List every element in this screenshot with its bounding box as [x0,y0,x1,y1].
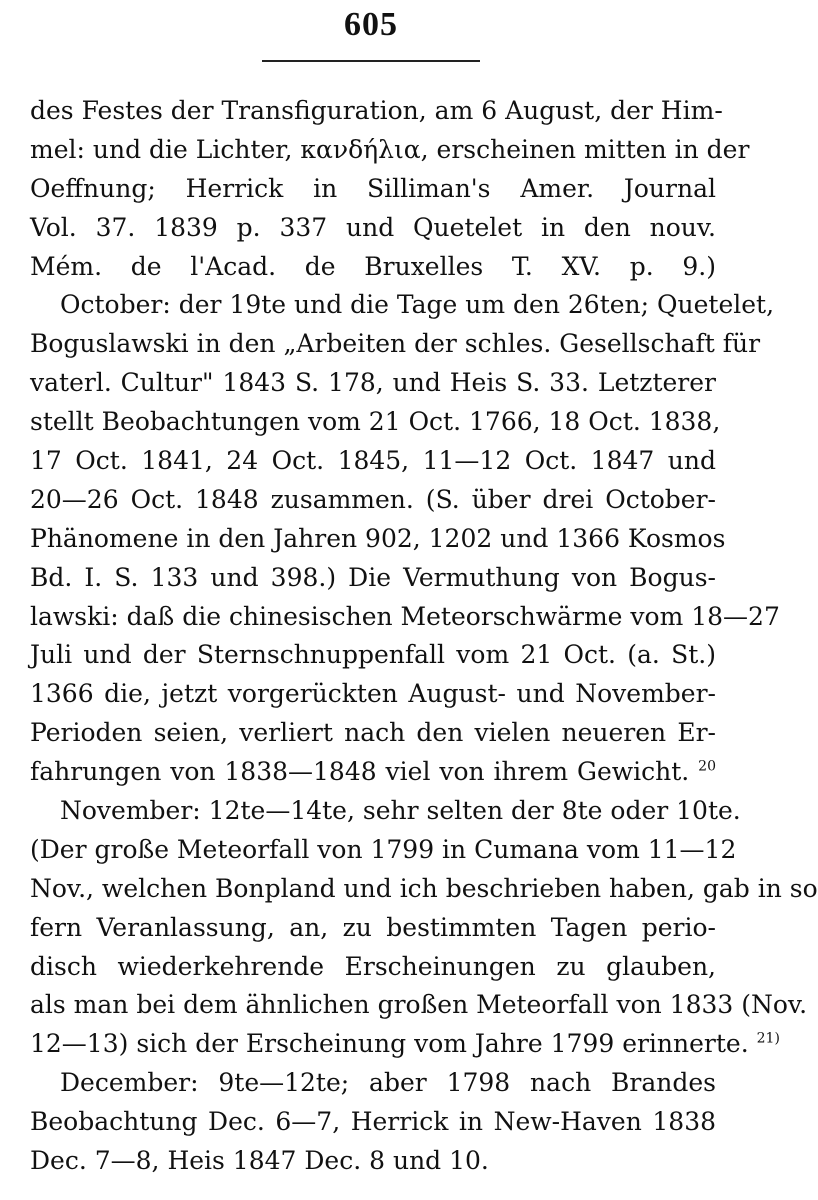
text-line-content: disch wiederkehrende Erscheinungen zu glauben, [30,951,716,981]
text-line [30,131,750,170]
text-line [30,714,716,753]
footnote-marker: 21) [756,1031,780,1048]
text-line [30,870,818,909]
text-line-content: 17 Oct. 1841, 24 Oct. 1845, 11—12 Oct. 1847 und [30,446,716,476]
text-line-content: October: der 19te und die Tage um den 26ten; Quetelet, [60,290,775,320]
text-line-content: Nov., welchen Bonpland und ich beschrieben haben, gab in so [30,873,818,903]
text-line-content: stellt Beobachtungen vom 21 Oct. 1766, 18 Oct. 1838, [30,407,721,437]
text-line [30,325,761,364]
text-line-content: (Der große Meteorfall von 1799 in Cumana vom 11—12 [30,834,737,864]
page-number: 605 [344,6,398,43]
text-line-content: 1366 die, jetzt vorgerückten August- und November- [30,679,716,709]
text-line [30,675,716,714]
text-line-content: Bd. I. S. 133 und 398.) Die Vermuthung von Bogus- [30,562,716,592]
text-line-content: des Festes der Transfiguration, am 6 August, der Him- [30,96,723,125]
text-line [30,753,716,792]
text-line [30,481,716,520]
body-text [30,92,818,1181]
text-line-content: als man bei dem ähnlichen großen Meteorfall von 1833 (Nov. [30,990,808,1020]
text-line [30,286,775,325]
text-line-content: November: 12te—14te, sehr selten der 8te oder 10te. [60,796,741,826]
text-line [30,248,716,287]
text-line [30,403,721,442]
text-line-content: Boguslawski in den „Arbeiten der schles. Gesellschaft für [30,329,761,359]
text-line [30,364,716,403]
text-line-content: lawski: daß die chinesischen Meteorschwärme vom 18—27 [30,601,780,631]
text-line-content: fern Veranlassung, an, zu bestimmten Tagen perio- [30,912,716,942]
text-line-content: Mém. de l'Acad. de Bruxelles T. XV. p. 9.) [30,251,716,281]
text-line-content: December: 9te—12te; aber 1798 nach Brandes [60,1068,716,1098]
text-line [30,1103,716,1142]
text-line [30,92,723,131]
text-line-content: vaterl. Cultur" 1843 S. 178, und Heis S. 33. Letzterer [30,368,716,398]
text-line [30,520,726,559]
text-line [30,1025,780,1064]
text-line-content: Perioden seien, verliert nach den vielen neueren Er- [30,718,716,748]
text-line-content: Beobachtung Dec. 6—7, Herrick in New-Haven 1838 [30,1107,716,1137]
text-line [30,1064,716,1103]
text-line [30,948,716,987]
text-line-content: 20—26 Oct. 1848 zusammen. (S. über drei October- [30,484,716,514]
text-line [30,986,808,1025]
text-line-content: fahrungen von 1838—1848 viel von ihrem Gewicht. [30,757,690,787]
text-line [30,442,716,481]
text-line [30,909,716,948]
text-line-content: Dec. 7—8, Heis 1847 Dec. 8 und 10. [30,1146,489,1176]
text-line [30,831,737,870]
text-line-content: 12—13) sich der Erscheinung vom Jahre 1799 erinnerte. [30,1029,749,1059]
text-line [30,792,741,831]
text-line [30,209,716,248]
text-line [30,559,716,598]
text-line-content: Vol. 37. 1839 p. 337 und Quetelet in den nouv. [30,212,716,242]
text-line-content: Oeffnung; Herrick in Silliman's Amer. Journal [30,173,716,203]
text-line [30,1142,716,1181]
text-line-content: mel: und die Lichter, κανδήλια, erscheinen mitten in der [30,134,750,164]
text-line-content: Juli und der Sternschnuppenfall vom 21 Oct. (a. St.) [30,640,716,670]
text-line [30,170,716,209]
text-line [30,598,780,637]
header-rule [262,60,480,62]
text-line [30,636,716,675]
footnote-marker: 20 [698,758,716,775]
text-line-content: Phänomene in den Jahren 902, 1202 und 1366 Kosmos [30,523,726,553]
